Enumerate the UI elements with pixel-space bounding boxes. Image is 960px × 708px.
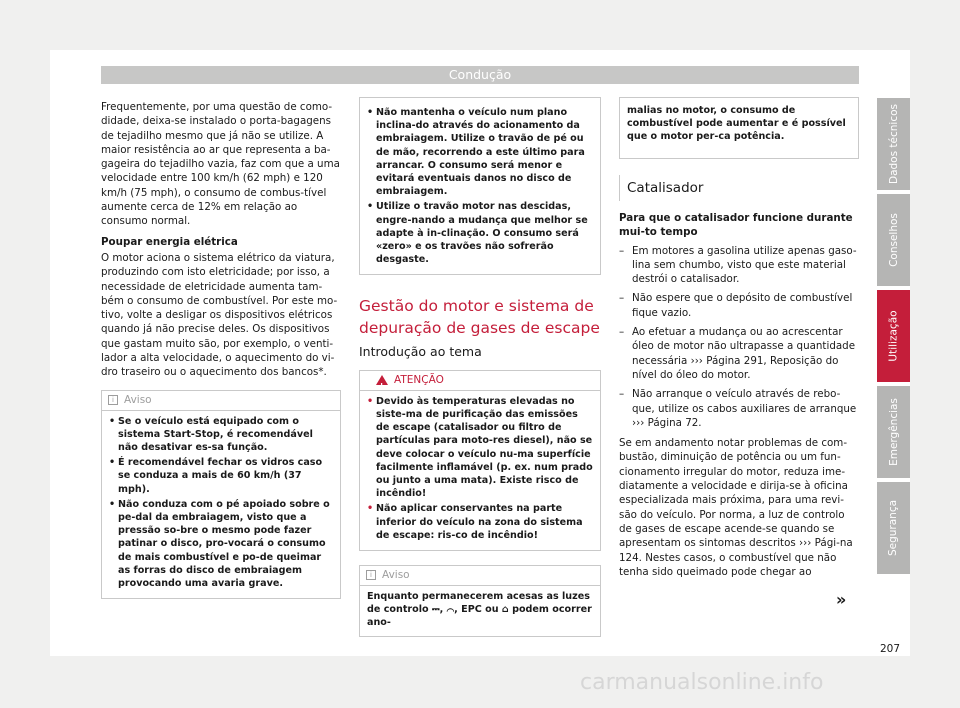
tab-emergencias[interactable] — [877, 386, 910, 478]
list-item — [109, 415, 333, 455]
bullet-icon: • — [109, 457, 116, 469]
section-heading: Catalisador — [619, 175, 859, 201]
dash-icon: – — [619, 292, 625, 305]
list-item-text: Devido às temperaturas elevadas no siste-ma de purificação das emissões de escape (catalisador ou filtro de partículas para moto-res diesel), não se deve colocar o veículo nu-ma superfície facilmente inflamável (p. ex. num prado ou junto a uma mata). Existe risco de incêndio! — [376, 395, 593, 500]
continue-arrow-icon: » — [836, 590, 847, 609]
list-item-text: Não espere que o depósito de combustível fique vazio. — [632, 292, 853, 319]
aviso-body: Enquanto permanecerem acesas as luzes de controlo ⎓, ⌒, EPC ou ⌂ podem ocorrer ano- — [367, 590, 592, 629]
info-icon: i — [108, 395, 118, 405]
atencao-box — [359, 370, 601, 551]
section-title: Gestão do motor e sistema de depuração de gases de escape — [359, 297, 600, 338]
list-item — [367, 106, 593, 198]
bullet-icon: • — [109, 415, 116, 427]
list-item — [367, 395, 593, 501]
tab-label: Utilização — [887, 310, 900, 362]
list-item — [619, 291, 859, 320]
paragraph: O motor aciona o sistema elétrico da viatura, produzindo com isto eletricidade; por isso, a necessidade de eletricidade aumenta tam-bém o consumo de combustível. Por este mo-tivo, volte a desligar os dispositivos elétricos quando já não precise deles. Os dispositivos que gastam muito são, por exemplo, o venti-lador a alta velocidade, o aquecimento do vi-dro traseiro ou o aquecimento dos bancos*. — [101, 251, 338, 379]
dash-icon: – — [619, 326, 625, 339]
list-item — [367, 502, 593, 542]
list-item — [619, 387, 859, 430]
atencao-header — [360, 371, 600, 391]
list-item-text: Não arranque o veículo através de rebo-que, utilize os cabos auxiliares de arranque ››› Página 72. — [632, 388, 857, 429]
list-item-text: Ao efetuar a mudança ou ao acrescentar óleo de motor não ultrapasse a quantidade necessária ››› Página 291, Reposição do nível do óleo do motor. — [632, 326, 856, 381]
watermark: carmanualsonline.info — [580, 670, 824, 695]
continued-box: malias no motor, o consumo de combustível pode aumentar e é possível que o motor per-ca potência. — [619, 97, 859, 159]
subheading: Poupar energia elétrica — [101, 235, 238, 248]
tab-label: Emergências — [887, 398, 900, 466]
aviso-label: Aviso — [124, 394, 152, 407]
dash-icon: – — [619, 388, 625, 401]
list-item — [619, 325, 859, 382]
column-right — [619, 97, 859, 585]
tab-dados-tecnicos[interactable] — [877, 98, 910, 190]
chapter-header: Condução — [101, 66, 859, 84]
list-item — [367, 200, 593, 266]
tab-seguranca[interactable] — [877, 482, 910, 574]
list-item-text: Não aplicar conservantes na parte inferior do veículo na zona do sistema de escape: ris-co de incêndio! — [376, 503, 583, 541]
column-middle — [359, 97, 601, 637]
aviso-header — [102, 391, 340, 411]
list-item-text: Não conduza com o pé apoiado sobre o pe-dal da embraiagem, visto que a pressão so-bre o mesmo pode fazer patinar o disco, pro-vocará o consumo de mais combustível e po-de queimar as forras do disco de embraiagem provocando uma avaria grave. — [118, 498, 330, 590]
chapter-tabs — [877, 98, 910, 578]
column-left — [101, 100, 341, 599]
aviso-box-2 — [359, 565, 601, 637]
intro-bold: Para que o catalisador funcione durante mui-to tempo — [619, 212, 853, 239]
list-item-text: Utilize o travão motor nas descidas, engre-nando a mudança que melhor se adapte à in-clinação. O consumo será «zero» e os travões não sofrerão desgaste. — [376, 201, 588, 266]
atencao-body — [360, 391, 600, 550]
continued-box-body — [360, 98, 600, 274]
tab-conselhos[interactable] — [877, 194, 910, 286]
tab-label: Segurança — [887, 499, 900, 557]
aviso-box — [101, 390, 341, 600]
paragraph: Se em andamento notar problemas de com-bustão, diminuição de potência ou um fun-cionamento irregular do motor, reduza ime-diatamente a velocidade e dirija-se à oficina especializada mais próxima, para uma revi-são do veículo. Por norma, a luz de controlo de gases de escape acende-se quando se apresentam os sintomas descritos ››› Pági-na 124. Nestes casos, o combustível que não tenha sido queimado pode chegar ao — [619, 437, 853, 578]
list-item-text: Não mantenha o veículo num plano inclina-do através do acionamento da embraiagem. Utilize o travão de pé ou de mão, recorrendo a este último para arrancar. O consumo será menor e evitará eventuais danos no disco de embraiagem. — [376, 107, 585, 198]
tab-label: Dados técnicos — [887, 103, 900, 185]
bullet-icon: • — [367, 107, 374, 118]
paragraph: Frequentemente, por uma questão de como-didade, deixa-se instalado o porta-bagagens de tejadilho mesmo que já não se utilize. A maior resistência ao ar que representa a ba-gageira do tejadilho vazia, faz com que a uma velocidade entre 100 km/h (62 mph) e 120 km/h (75 mph), o consumo de combus-tível aumente cerca de 12% em relação ao consumo normal. — [101, 101, 340, 228]
atencao-label: ATENÇÃO — [394, 374, 444, 387]
warning-icon — [376, 375, 388, 385]
aviso-body — [102, 411, 340, 599]
bullet-icon: • — [367, 503, 374, 515]
list-item — [109, 498, 333, 590]
continued-box — [359, 97, 601, 275]
list-item-text: É recomendável fechar os vidros caso se conduza a mais de 60 km/h (37 mph). — [118, 457, 323, 495]
dash-icon: – — [619, 244, 625, 257]
tab-label: Conselhos — [887, 213, 900, 267]
bullet-icon: • — [109, 498, 116, 510]
tab-utilizacao[interactable] — [877, 290, 910, 382]
page-number: 207 — [880, 643, 901, 655]
list-item-text: Em motores a gasolina utilize apenas gaso-lina sem chumbo, visto que este material destrói o catalisador. — [632, 244, 857, 286]
list-item — [619, 244, 859, 287]
aviso-label: Aviso — [382, 569, 410, 582]
section-subtitle: Introdução ao tema — [359, 344, 482, 360]
info-icon: i — [366, 570, 376, 580]
bullet-icon: • — [367, 395, 374, 407]
list-item-text: Se o veículo está equipado com o sistema Start-Stop, é recomendável não desativar es-sa função. — [118, 415, 313, 454]
aviso-header — [360, 566, 600, 586]
list-item — [109, 456, 333, 496]
bullet-icon: • — [367, 201, 374, 213]
